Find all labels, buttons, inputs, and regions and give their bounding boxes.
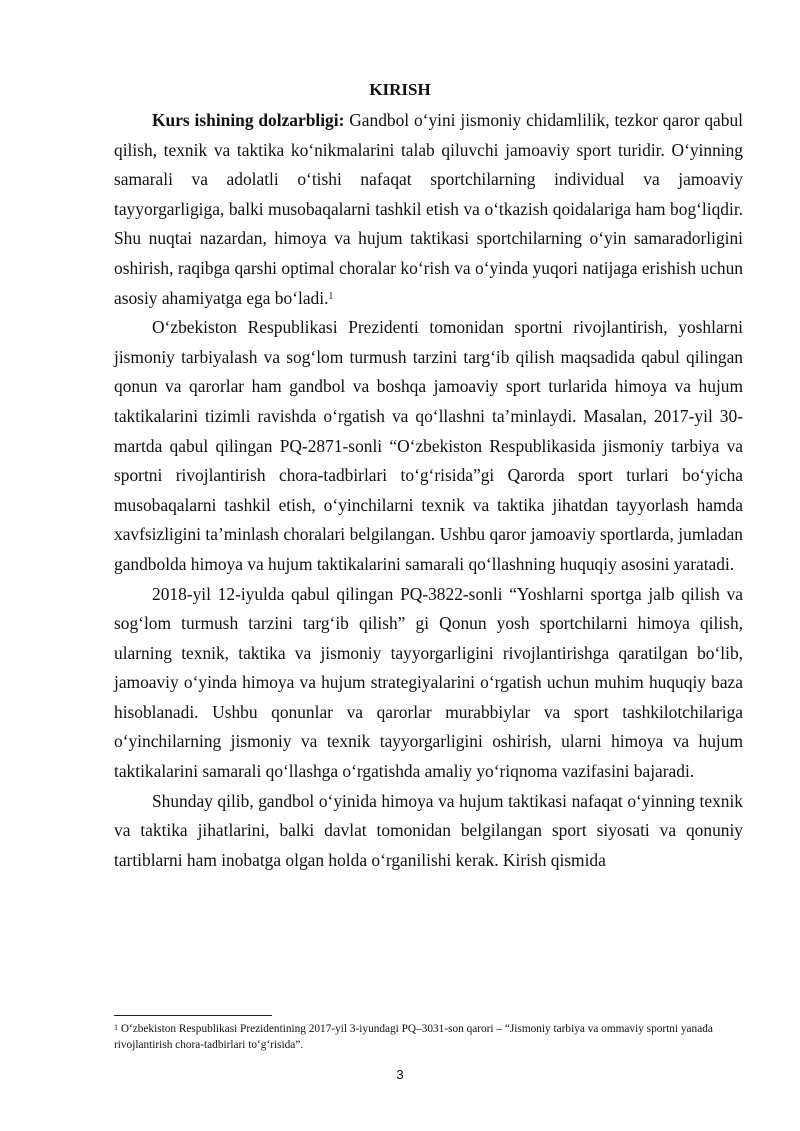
footnote-divider [114,1015,272,1016]
footnote-text: O‘zbekiston Respublikasi Prezidentining 2017-yil 3-iyundagi PQ–3031-son qarori – “Jismoniy tarbiya va ommaviy sportni yanada rivojlantirish chora-tadbirlari to‘g‘risida”. [114,1023,713,1051]
page-title: KIRISH [369,80,431,99]
paragraph-youth-sports-law: 2018-yil 12-iyulda qabul qilingan PQ-3822-sonli “Yoshlarni sportga jalb qilish va sog‘lom turmush tarzini targ‘ib qilish” gi Qonun yosh sportchilarni himoya qilish, ularning texnik, taktika va jismoniy tayyorgarligini rivojlantirishga qaratilgan bo‘lib, jamoaviy o‘yinda himoya va hujum strategiyalarini o‘rgatish uchun muhim huquqiy baza hisoblanadi. Ushbu qonunlar va qarorlar murabbiylar va sport tashkilotchilariga o‘yinchilarning jismoniy va texnik tayyorgarligini oshirish, ularni himoya va hujum taktikalarini samarali qo‘llashga o‘rgatishda amaliy yo‘riqnoma vazifasini bajaradi. [114,583,743,782]
paragraph-relevance [114,106,743,313]
paragraph-conclusion: Shunday qilib, gandbol o‘yinida himoya va hujum taktikasi nafaqat o‘yinning texnik va taktika jihatlarini, balki davlat tomonidan belgilangan sport siyosati va qonuniy tartiblarni ham inobatga olgan holda o‘rganilishi kerak. Kirish qismida [114,790,743,870]
page-number: 3 [396,1067,404,1082]
paragraph-presidential-decrees: O‘zbekiston Respublikasi Prezidenti tomonidan sportni rivojlantirish, yoshlarni jismoniy tarbiyalash va sog‘lom turmush tarzini targ‘ib qilish maqsadida qabul qilingan qonun va qarorlar ham gandbol va boshqa jamoaviy sport turlarida himoya va hujum taktikalarini tizimli ravishda o‘rgatish va qo‘llashni ta’minlaydi. Masalan, 2017-yil 30-martda qabul qilingan PQ-2871-sonli “O‘zbekiston Respublikasida jismoniy tarbiya va sportni rivojlantirish chora-tadbirlari to‘g‘risida”gi Qarorda sport turlari bo‘yicha musobaqalarni tashkil etish, o‘yinchilarni texnik va taktika jihatdan tayyorlash hamda xavfsizligini ta’minlash choralari belgilangan. Ushbu qaror jamoaviy sportlarda, jumladan gandbolda himoya va hujum taktikalarini samarali qo‘llashning huquqiy asosini yaratadi. [114,317,743,574]
intro-label: Kurs ishining dolzarbligi: [152,110,345,130]
paragraph-relevance-text: Gandbol o‘yini jismoniy chidamlilik, tezkor qaror qabul qilish, texnik va taktika ko‘nikmalarini talab qiluvchi jamoaviy sport turidir. O‘yinning samarali va adolatli o‘tishi nafaqat sportchilarning individual va jamoaviy tayyorgarligiga, balki musobaqalarni tashkil etish va o‘tkazish qoidalariga ham bog‘liqdir. Shu nuqtai nazardan, himoya va hujum taktikasi sportchilarning o‘yin samaradorligini oshirish, raqibga qarshi optimal choralar ko‘rish va o‘yinda yuqori natijaga erishish uchun asosiy ahamiyatga ega bo‘ladi. [114,110,743,308]
footnote-reference[interactable]: 1 [328,290,334,302]
footnote-mark: 1 [114,1023,118,1032]
body-text [114,106,743,875]
footnote [114,1021,743,1053]
